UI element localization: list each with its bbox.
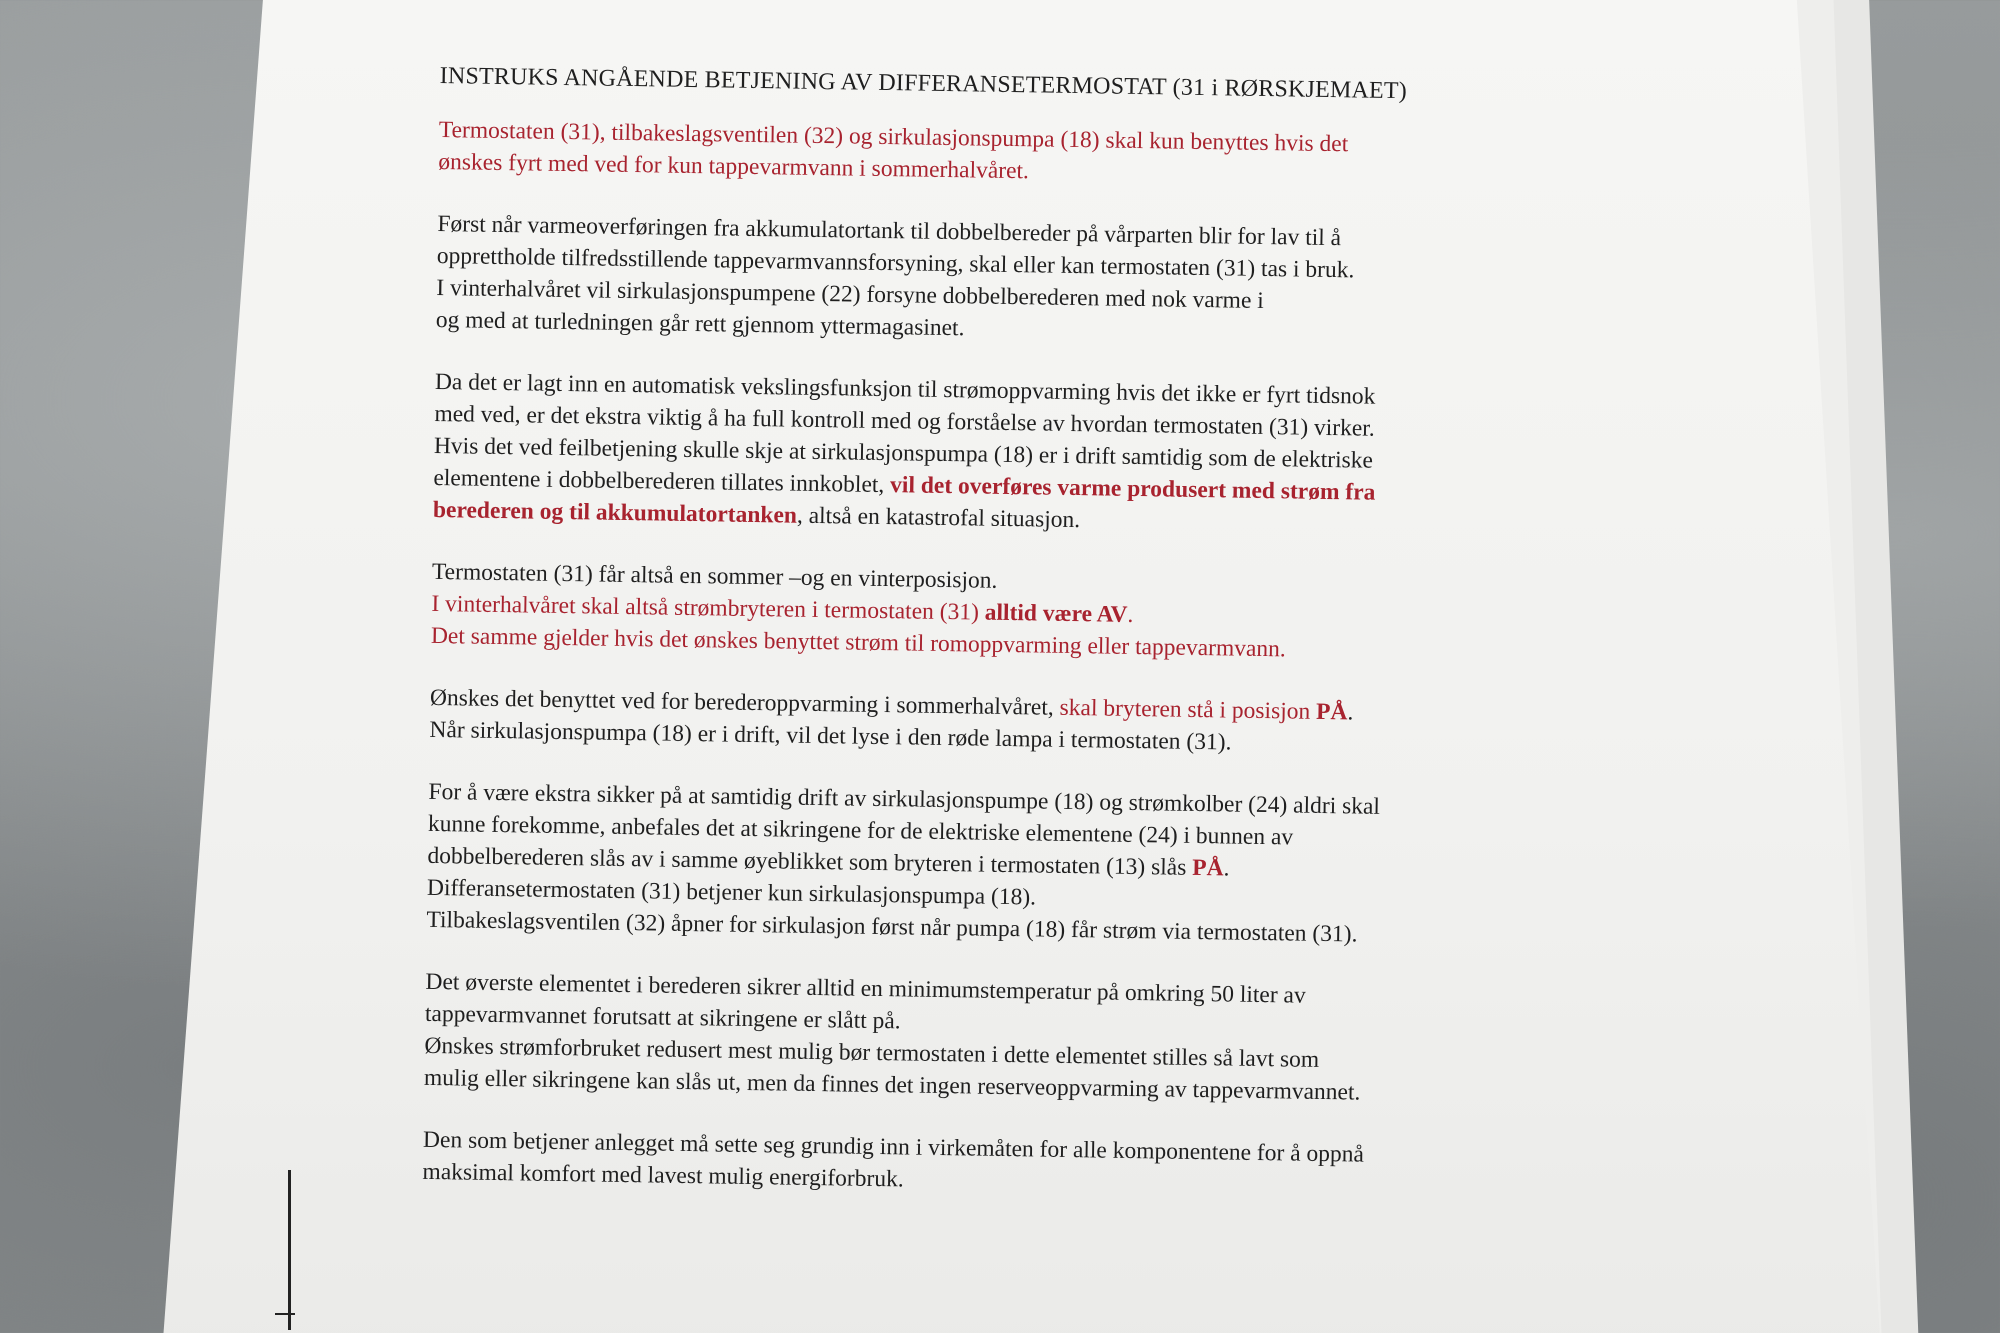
text-segment: , altså en katastrofal situasjon. [796,502,1081,534]
binder-tick [275,1313,295,1315]
paragraph-line: Differansetermostaten (31) betjener kun sirkulasjonspumpa (18). [426,874,1037,911]
paragraph-element [424,966,1586,1112]
text-segment: dobbelberederen slås av i samme øyeblikket som bryteren i termostaten (13) slås [427,842,1193,881]
paragraph-line: med ved, er det ekstra viktig å ha full kontroll med og forståelse av hvordan termostaten (31) virker. [434,400,1375,442]
paragraph-spring [436,208,1598,354]
text-segment: Ønskes det benyttet ved for berederoppvarming i sommerhalvåret, [429,684,1060,721]
text-segment: I vinterhalvåret skal altså strømbryteren i termostaten (31) [431,590,985,626]
paragraph-line: Tilbakeslagsventilen (32) åpner for sirkulasjon først når pumpa (18) får strøm via termostaten (31). [426,906,1358,948]
paragraph-summer [429,682,1590,764]
text-segment: . [1223,855,1230,882]
red-segment: skal bryteren stå i posisjon [1059,694,1317,725]
paragraph-line: opprettholde tilfredsstillende tappevarmvannsforsyning, skal eller kan termostaten (31) tas i bruk. [436,242,1355,284]
paragraph-safety [426,776,1588,954]
instruction-document [422,60,1600,1236]
paragraph-line: Det øverste elementet i berederen sikrer alltid en minimumstemperatur på omkring 50 liter av [425,968,1306,1009]
paragraph-usage [438,114,1599,196]
document-title: INSTRUKS ANGÅENDE BETJENING AV DIFFERANSETERMOSTAT (31 i RØRSKJEMAET) [439,62,1408,105]
paragraph-line: Først når varmeoverføringen fra akkumulatortank til dobbelbereder på vårparten blir for lav til å [437,210,1342,252]
paragraph-line: Da det er lagt inn en automatisk vekslingsfunksjon til strømoppvarming hvis det ikke er fyrt tidsnok [434,368,1376,410]
warning-highlight: berederen og til akkumulatortanken [432,496,798,529]
paragraph-line: Det samme gjelder hvis det ønskes benyttet strøm til romoppvarming eller tappevarmvann. [430,622,1286,663]
paragraph-line: For å være ekstra sikker på at samtidig drift av sirkulasjonspumpe (18) og strømkolber (24) aldri skal [428,778,1381,820]
binder-line [288,1170,291,1330]
paragraph-line: Den som betjener anlegget må sette seg grundig inn i virkemåten for alle komponentene for å oppnå [422,1126,1365,1168]
paragraph-seasons [431,556,1592,670]
warning-highlight: vil det overføres varme produsert med strøm fra [889,472,1376,506]
paragraph-warning [433,366,1595,544]
paragraph-line: Termostaten (31) får altså en sommer –og en vinterposisjon. [431,558,998,594]
paragraph-line: I vinterhalvåret vil sirkulasjonspumpene (22) forsyne dobbelberederen med nok varme i [436,274,1264,314]
paragraph-line: Termostaten (31), tilbakeslagsventilen (32) og sirkulasjonspumpa (18) skal kun benyttes hvis det [438,116,1349,158]
paragraph-line: mulig eller sikringene kan slås ut, men da finnes det ingen reserveoppvarming av tappevarmvannet. [423,1064,1361,1106]
text-segment: elementene i dobbelberederen tillates innkoblet, [433,464,891,499]
emphasis-on: PÅ [1315,698,1348,726]
paragraph-line: Når sirkulasjonspumpa (18) er i drift, vil det lyse i den røde lampa i termostaten (31). [429,716,1232,756]
paragraph-line: Ønskes strømforbruket redusert mest mulig bør termostaten i dette elementet stilles så lavt som [424,1032,1320,1073]
text-segment: . [1127,601,1134,628]
paragraph-line: ønskes fyrt med ved for kun tappevarmvann i sommerhalvåret. [438,148,1030,185]
emphasis-off: alltid være AV [984,599,1128,628]
paragraph-closing [422,1124,1583,1206]
paragraph-line: maksimal komfort med lavest mulig energiforbruk. [422,1158,904,1193]
paragraph-line: tappevarmvannet forutsatt at sikringene er slått på. [424,1000,901,1035]
paragraph-line: og med at turledningen går rett gjennom yttermagasinet. [435,306,965,342]
text-segment: . [1347,699,1354,726]
emphasis-on: PÅ [1192,854,1224,882]
paragraph-line: Hvis det ved feilbetjening skulle skje at sirkulasjonspumpa (18) er i drift samtidig som de elektriske [433,432,1374,474]
paragraph-line: kunne forekomme, anbefales det at sikringene for de elektriske elementene (24) i bunnen av [427,810,1294,851]
